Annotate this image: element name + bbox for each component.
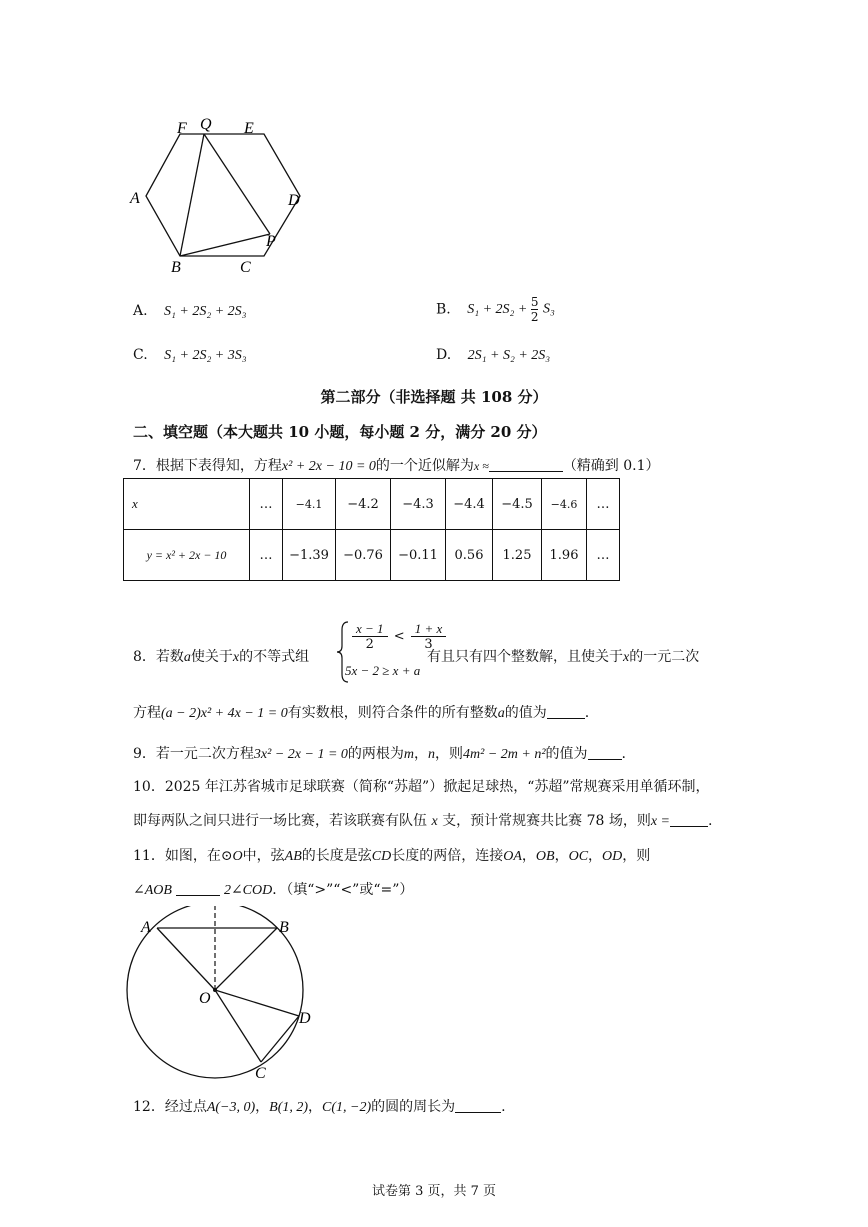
label-p: P — [266, 233, 276, 250]
inequality-2: 5x − 2 ≥ x + a — [345, 663, 421, 678]
segment-oa — [157, 928, 215, 990]
segment-oc — [215, 990, 261, 1062]
table-cell: 1.96 — [542, 530, 587, 581]
q7-pre: 7．根据下表得知，方程 — [133, 458, 282, 474]
q11-od: OD — [602, 849, 623, 864]
table-cell: 1.25 — [493, 530, 542, 581]
q10-eq: x = — [650, 814, 671, 829]
q8-end: . — [584, 705, 590, 721]
q9-expression: 4m² − 2m + n² — [463, 747, 546, 762]
table-row — [124, 530, 620, 581]
label-a: A — [130, 190, 140, 207]
option-b-tail: S₃ — [542, 301, 555, 317]
q11-cd: CD — [371, 849, 392, 864]
q8-x2: x — [623, 650, 630, 665]
q11-mid2: 的长度是弦 — [301, 848, 372, 864]
q9-post: 的值为 — [545, 746, 588, 762]
q9-comma: ， — [414, 746, 429, 762]
q8-mid2: 的不等式组 — [239, 649, 310, 665]
q8-line2-pre: 方程 — [133, 705, 161, 721]
q11-o: O — [232, 849, 243, 864]
option-a — [133, 303, 247, 320]
q12-answer-blank[interactable] — [455, 1098, 501, 1113]
q10-mid: 支，预计常规赛共比赛 78 场，则 — [437, 813, 651, 829]
ineq1-left-den: 2 — [365, 637, 374, 652]
table-ellipsis: … — [250, 479, 283, 530]
table-row-head-y: y = x² + 2x − 10 — [124, 530, 250, 581]
q9-mid: 的两根为 — [347, 746, 404, 762]
q11-sep: ， — [521, 848, 536, 864]
question-10-line1: 10．2025 年江苏省城市足球联赛（简称“苏超”）掀起足球热，“苏超”常规赛采用单循环制， — [133, 779, 710, 795]
q8-mid1: 使关于 — [190, 649, 233, 665]
table-cell: −4.6 — [542, 479, 587, 530]
option-c-text: S₁ + 2S₂ + 3S₃ — [164, 348, 247, 363]
q12-pre: 12．经过点 — [133, 1099, 207, 1115]
table-cell: −4.5 — [493, 479, 542, 530]
label-c: C — [240, 259, 251, 276]
label-b: B — [171, 259, 181, 276]
circle-figure — [125, 906, 325, 1086]
q9-m: m — [403, 747, 415, 762]
table-cell: −0.11 — [391, 530, 446, 581]
q8-pre: 8．若数 — [133, 649, 184, 665]
ineq1-right-num: 1 + x — [411, 621, 447, 637]
q12-sep: ， — [255, 1099, 270, 1115]
option-c-label: C. — [133, 347, 148, 363]
question-12 — [133, 1096, 506, 1116]
option-b — [436, 295, 555, 324]
question-9 — [133, 743, 626, 763]
q8-a2: a — [497, 706, 505, 721]
question-11-line2 — [133, 879, 413, 899]
q7-equation: x² + 2x − 10 = 0 — [281, 459, 376, 474]
hexagon-figure — [120, 108, 320, 278]
question-8-line1-tail — [427, 646, 699, 666]
q11-sep: ， — [554, 848, 569, 864]
label-a: A — [141, 919, 151, 936]
q11-sep: ， — [588, 848, 603, 864]
q12-point-a: A(−3, 0) — [206, 1100, 256, 1115]
option-a-text: S₁ + 2S₂ + 2S₃ — [164, 304, 247, 319]
option-b-text: S₁ + 2S₂ + — [467, 301, 531, 317]
label-d: D — [288, 192, 300, 209]
q11-mid: 中，弦 — [242, 848, 285, 864]
q11-angle-cod: 2∠COD — [223, 883, 273, 898]
option-d-text: 2S₁ + S₂ + 2S₃ — [467, 348, 551, 363]
table-row-head-x: x — [124, 479, 250, 530]
question-8-line1 — [133, 646, 309, 666]
question-10-line2 — [133, 810, 712, 830]
label-d: D — [299, 1010, 311, 1027]
q9-equation: 3x² − 2x − 1 = 0 — [253, 747, 348, 762]
q11-mid3: 长度的两倍，连接 — [391, 848, 504, 864]
q9-mid2: ，则 — [435, 746, 464, 762]
table-row — [124, 479, 620, 530]
segment-qb — [180, 134, 204, 256]
label-q: Q — [200, 116, 212, 133]
label-b: B — [279, 919, 289, 936]
q7-answer-blank[interactable] — [489, 457, 563, 472]
q8-answer-blank[interactable] — [547, 704, 585, 719]
label-o: O — [199, 990, 211, 1007]
q9-n: n — [428, 747, 436, 762]
table-ellipsis: … — [587, 479, 620, 530]
q11-oa: OA — [503, 849, 522, 864]
q7-post: （精确到 0.1） — [562, 458, 660, 474]
q8-line2-post2: 的值为 — [504, 705, 547, 721]
label-e: E — [244, 120, 254, 137]
q10-end: . — [708, 813, 713, 829]
q9-answer-blank[interactable] — [588, 745, 622, 760]
table-cell: −4.2 — [336, 479, 391, 530]
q8-post1: 有且只有四个整数解，且使关于 — [427, 649, 623, 665]
q11-angle-aob: ∠AOB — [133, 883, 172, 898]
question-11-line1 — [133, 845, 650, 865]
option-c — [133, 347, 247, 364]
table-ellipsis: … — [250, 530, 283, 581]
q10-x: x — [431, 814, 438, 829]
table-cell: −4.1 — [283, 479, 336, 530]
ineq1-lt: < — [393, 629, 405, 644]
q8-equation: (a − 2)x² + 4x − 1 = 0 — [161, 706, 288, 721]
section-title: 第二部分（非选择题 共 108 分） — [320, 388, 548, 406]
q7-mid: 的一个近似解为 — [375, 458, 474, 474]
ineq1-left-fraction — [352, 621, 388, 652]
label-c: C — [255, 1065, 266, 1082]
q11-end: ，则 — [622, 848, 651, 864]
question-8-line2 — [133, 702, 589, 722]
option-d — [436, 347, 550, 364]
label-f: F — [177, 120, 187, 137]
q10-answer-blank[interactable] — [670, 812, 708, 827]
ineq1-right-den: 3 — [424, 637, 433, 652]
q11-oc: OC — [568, 849, 589, 864]
option-a-label: A. — [133, 303, 148, 319]
q11-ob: OB — [535, 849, 555, 864]
q11-post: ．（填“>”“<”或“=”） — [272, 882, 414, 898]
page-footer: 试卷第 3 页，共 7 页 — [371, 1184, 497, 1199]
hexagon-outline — [146, 134, 300, 256]
q9-end: . — [621, 746, 626, 762]
q12-point-b: B(1, 2) — [269, 1100, 309, 1115]
value-table — [123, 478, 620, 581]
q8-a: a — [183, 650, 191, 665]
q12-end: . — [501, 1099, 506, 1115]
q11-answer-blank[interactable] — [176, 881, 220, 896]
q11-ab: AB — [284, 849, 302, 864]
table-cell: −1.39 — [283, 530, 336, 581]
option-b-fraction — [531, 295, 539, 324]
fraction-denominator: 2 — [530, 310, 539, 324]
q12-point-c: C(1, −2) — [322, 1100, 372, 1115]
table-cell: −4.3 — [391, 479, 446, 530]
q7-approx: x ≈ — [473, 459, 489, 473]
table-cell: 0.56 — [446, 530, 493, 581]
chord-cd — [261, 1016, 299, 1062]
option-d-label: D. — [436, 347, 452, 363]
ineq1-left-num: x − 1 — [352, 621, 388, 637]
q8-x: x — [232, 650, 240, 665]
q12-post: 的圆的周长为 — [371, 1099, 456, 1115]
q11-pre: 11．如图，在⊙ — [133, 848, 233, 864]
part2-title: 二、填空题（本大题共 10 小题，每小题 2 分，满分 20 分） — [133, 423, 547, 441]
segment-od — [215, 990, 299, 1016]
table-ellipsis: … — [587, 530, 620, 581]
q8-post2: 的一元二次 — [629, 649, 700, 665]
table-cell: −0.76 — [336, 530, 391, 581]
segment-qp — [204, 134, 270, 234]
q8-line2-post: 有实数根，则符合条件的所有整数 — [287, 705, 498, 721]
option-b-label: B. — [436, 301, 451, 318]
q12-sep: ， — [308, 1099, 323, 1115]
segment-bp — [180, 234, 270, 256]
q9-pre: 9．若一元二次方程 — [133, 746, 254, 762]
question-7 — [133, 455, 660, 475]
q10-pre: 即每两队之间只进行一场比赛，若该联赛有队伍 — [133, 813, 432, 829]
center-dot — [213, 988, 217, 992]
table-cell: −4.4 — [446, 479, 493, 530]
fraction-numerator: 5 — [530, 295, 539, 309]
segment-ob — [215, 928, 277, 990]
